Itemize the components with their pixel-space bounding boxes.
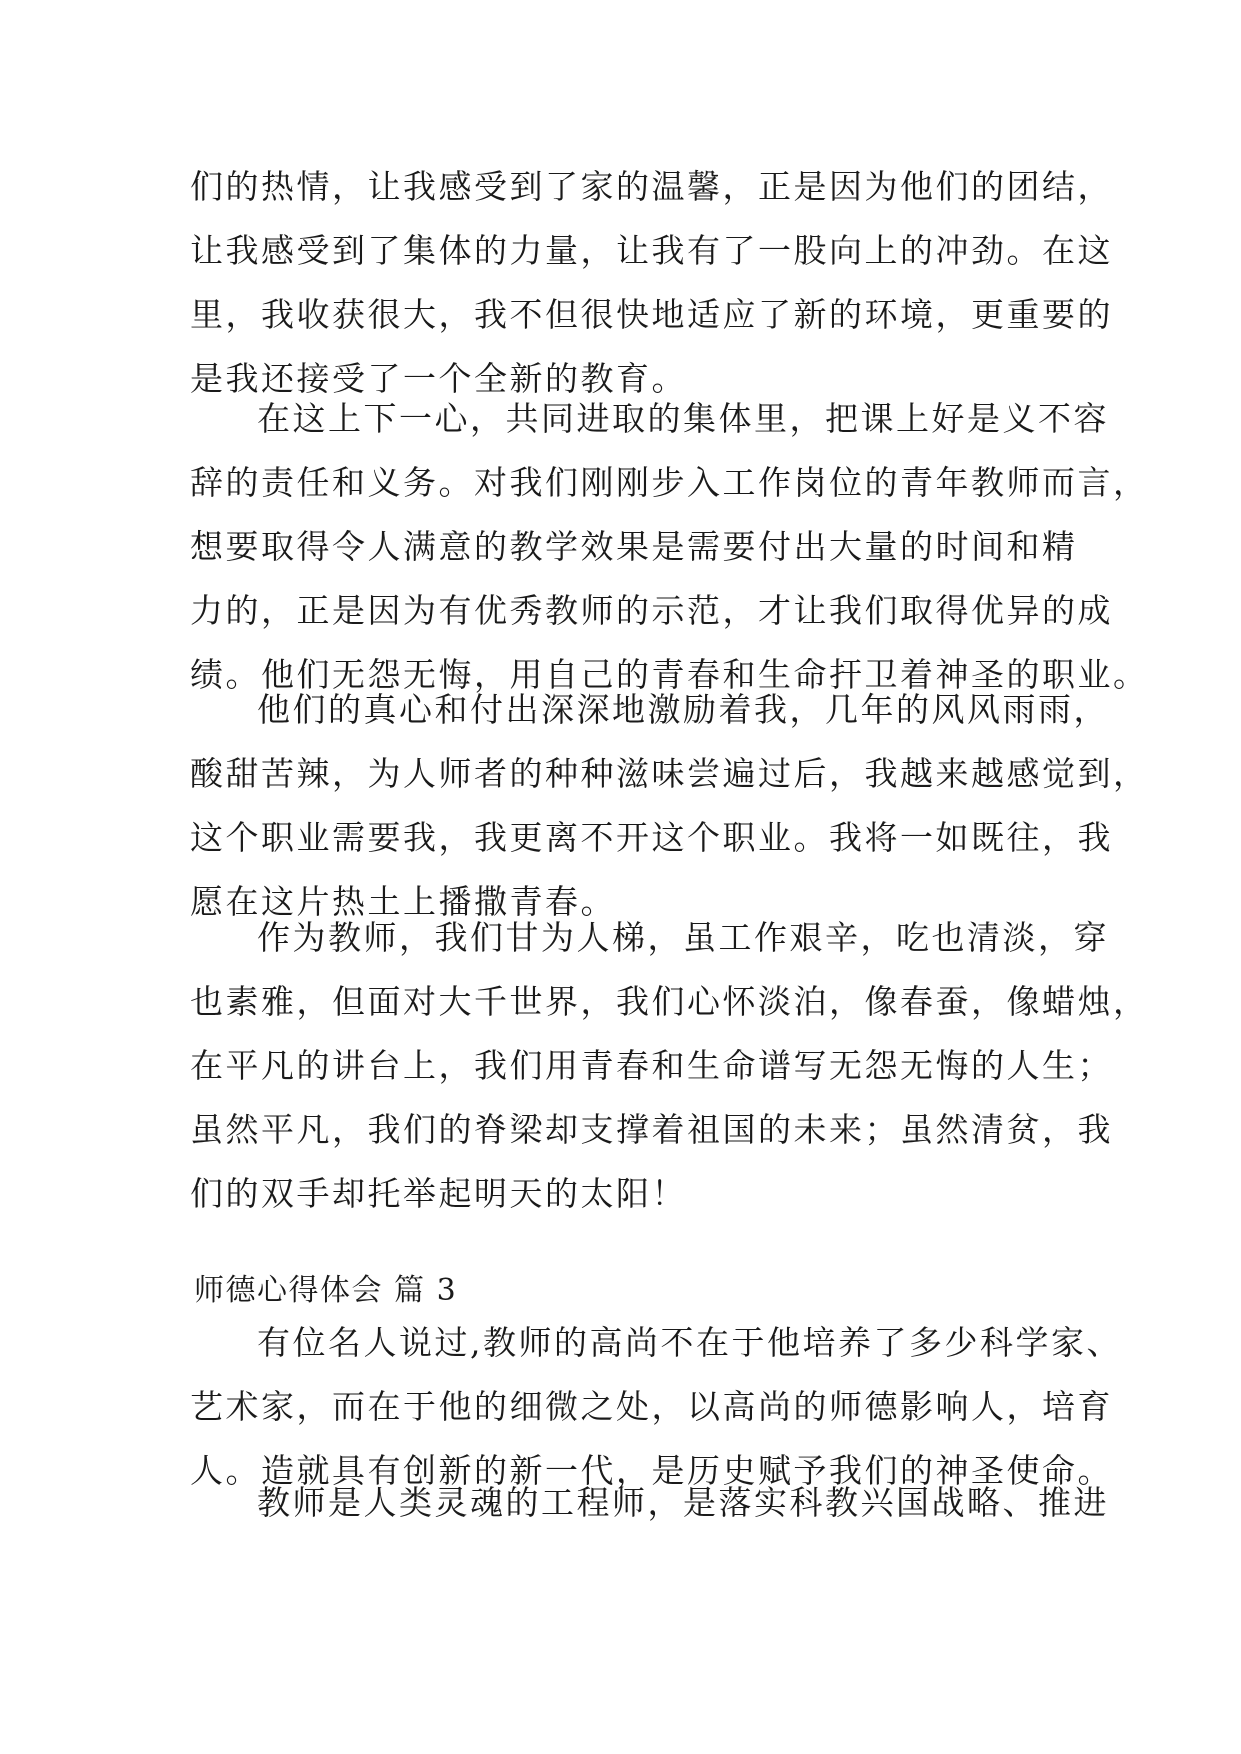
- text-line: 是我还接受了一个全新的教育。: [190, 359, 687, 398]
- text-line: 艺术家，而在于他的细微之处，以高尚的师德影响人，培育: [190, 1387, 1113, 1426]
- text-line: 酸甜苦辣，为人师者的种种滋味尝遍过后，我越来越感觉到，: [190, 754, 1149, 793]
- text-line: 们的双手却托举起明天的太阳！: [190, 1174, 687, 1213]
- text-line: 这个职业需要我，我更离不开这个职业。我将一如既往，我: [190, 818, 1113, 857]
- text-line: 愿在这片热土上播撒青春。: [190, 882, 616, 921]
- text-line: 有位名人说过,教师的高尚不在于他培养了多少科学家、: [257, 1323, 1122, 1362]
- paragraph: [190, 155, 1113, 411]
- text-line: 人。造就具有创新的新一代，是历史赋予我们的神圣使命。: [190, 1451, 1113, 1490]
- text-line: 让我感受到了集体的力量，让我有了一股向上的冲劲。在这: [190, 231, 1113, 270]
- paragraph: [190, 678, 1149, 934]
- text-line: 教师是人类灵魂的工程师，是落实科教兴国战略、推进: [257, 1483, 1109, 1522]
- section-heading: 师德心得体会 篇 3: [194, 1273, 458, 1308]
- text-line: 力的，正是因为有优秀教师的示范，才让我们取得优异的成: [190, 591, 1113, 630]
- text-line: 辞的责任和义务。对我们刚刚步入工作岗位的青年教师而言，: [190, 463, 1149, 502]
- text-line: 也素雅，但面对大千世界，我们心怀淡泊，像春蚕，像蜡烛，: [190, 982, 1149, 1021]
- paragraph: [190, 387, 1149, 707]
- text-line: 虽然平凡，我们的脊梁却支撑着祖国的未来；虽然清贫，我: [190, 1110, 1113, 1149]
- paragraph: [190, 906, 1149, 1226]
- paragraph: [190, 1471, 1109, 1535]
- text-line: 在这上下一心，共同进取的集体里，把课上好是义不容: [257, 399, 1109, 438]
- text-line: 作为教师，我们甘为人梯，虽工作艰辛，吃也清淡，穿: [257, 918, 1109, 957]
- text-line: 们的热情，让我感受到了家的温馨，正是因为他们的团结，: [190, 167, 1113, 206]
- text-line: 绩。他们无怨无悔，用自己的青春和生命扞卫着神圣的职业。: [190, 655, 1149, 694]
- text-line: 里，我收获很大，我不但很快地适应了新的环境，更重要的: [190, 295, 1113, 334]
- text-line: 他们的真心和付出深深地激励着我，几年的风风雨雨，: [257, 690, 1109, 729]
- text-line: 在平凡的讲台上，我们用青春和生命谱写无怨无悔的人生；: [190, 1046, 1113, 1085]
- text-line: 想要取得令人满意的教学效果是需要付出大量的时间和精: [190, 527, 1078, 566]
